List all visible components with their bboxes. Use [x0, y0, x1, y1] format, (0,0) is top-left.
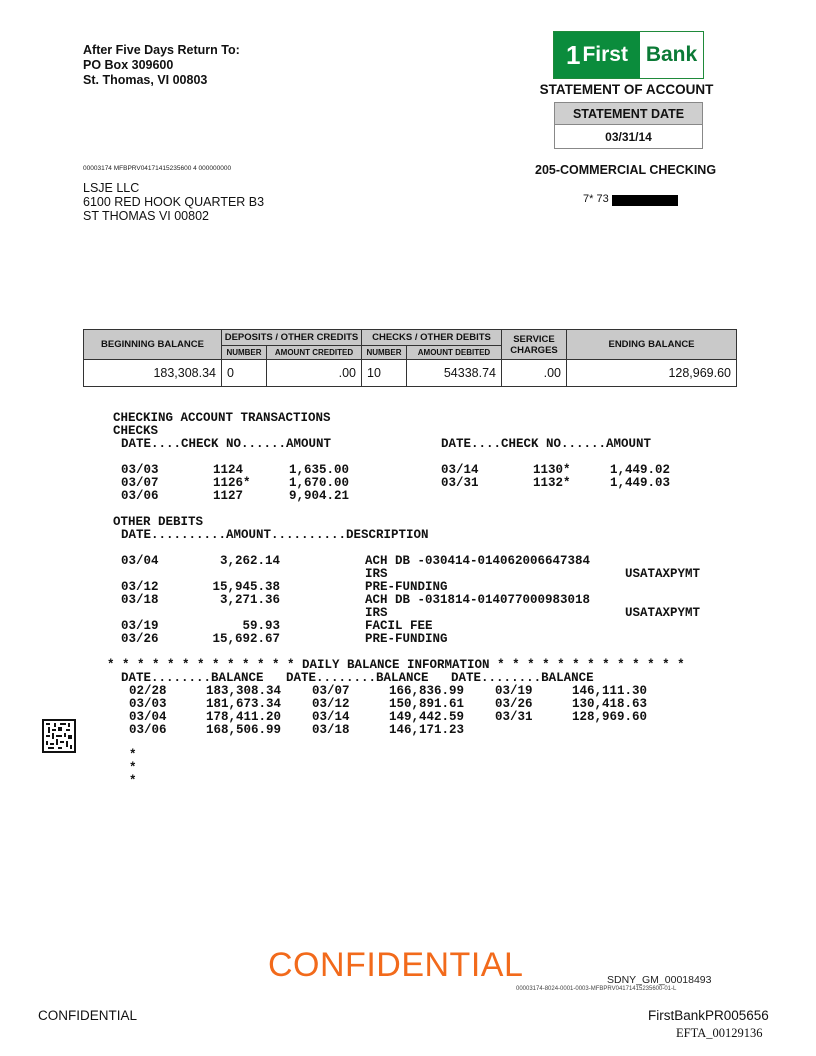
customer-city: ST THOMAS VI 00802 [83, 209, 209, 223]
value-dep-number: 0 [222, 360, 267, 387]
daily-balance-header: DATE........BALANCE DATE........BALANCE DATE........BALANCE [121, 671, 594, 685]
logo-number: 1 [566, 39, 581, 70]
statement-title: STATEMENT OF ACCOUNT [539, 82, 714, 97]
barcode-2d-icon [42, 719, 76, 753]
header-checks: CHECKS / OTHER DEBITS [362, 330, 502, 346]
debit-payee: IRS [365, 567, 388, 581]
efta-number: EFTA_00129136 [676, 1026, 763, 1040]
section-title: CHECKING ACCOUNT TRANSACTIONS [113, 411, 331, 425]
debit-date: 03/12 [121, 580, 159, 594]
confidential-label: CONFIDENTIAL [38, 1008, 138, 1023]
statement-date-box [554, 102, 703, 149]
daily-date: 03/14 [312, 710, 350, 724]
daily-balance: 181,673.34 [205, 697, 281, 711]
check-date: 03/03 [121, 463, 159, 477]
debit-description: PRE-FUNDING [365, 580, 448, 594]
statement-date-value: 03/31/14 [605, 130, 652, 144]
header-chk-number: NUMBER [362, 346, 407, 360]
firstbank-logo [553, 31, 704, 79]
check-date: 03/07 [121, 476, 159, 490]
check-amount: 1,449.03 [609, 476, 670, 490]
debit-date: 03/26 [121, 632, 159, 646]
check-date: 03/14 [441, 463, 479, 477]
value-chk-amount: 54338.74 [407, 360, 502, 387]
check-amount: 9,904.21 [288, 489, 349, 503]
daily-balance: 150,891.61 [388, 697, 464, 711]
daily-balance-title: * * * * * * * * * * * * * DAILY BALANCE INFORMATION * * * * * * * * * * * * * [107, 658, 685, 672]
debit-date: 03/04 [121, 554, 159, 568]
check-date: 03/31 [441, 476, 479, 490]
customer-name: LSJE LLC [83, 181, 140, 195]
header-deposits: DEPOSITS / OTHER CREDITS [222, 330, 362, 346]
header-dep-number: NUMBER [222, 346, 267, 360]
daily-date: 03/31 [495, 710, 533, 724]
header-amount-debited: AMOUNT DEBITED [407, 346, 502, 360]
daily-date: 03/18 [312, 723, 350, 737]
daily-balance: 146,171.23 [388, 723, 464, 737]
trailing-asterisk: * [129, 774, 137, 788]
check-number: 1132* [533, 476, 571, 490]
debit-description: FACIL FEE [365, 619, 433, 633]
daily-balance: 146,111.30 [571, 684, 647, 698]
checks-title: CHECKS [113, 424, 159, 438]
return-line-3: St. Thomas, VI 00803 [83, 73, 208, 87]
check-amount: 1,635.00 [288, 463, 349, 477]
daily-balance: 166,836.99 [388, 684, 464, 698]
daily-balance: 178,411.20 [205, 710, 281, 724]
account-number: 7* 73 [583, 193, 609, 205]
daily-date: 03/07 [312, 684, 350, 698]
daily-date: 03/03 [129, 697, 167, 711]
value-service-charges: .00 [502, 360, 567, 387]
daily-balance: 128,969.60 [571, 710, 647, 724]
debit-amount: 59.93 [242, 619, 280, 633]
debit-tag: USATAXPYMT [624, 606, 700, 620]
check-number: 1126* [213, 476, 251, 490]
sdny-number: SDNY_GM_00018493 [607, 974, 712, 986]
customer-street: 6100 RED HOOK QUARTER B3 [83, 195, 265, 209]
other-debits-title: OTHER DEBITS [113, 515, 204, 529]
confidential-stamp: CONFIDENTIAL [268, 946, 524, 984]
sdny-code: 00003174-8024-0001-0003-MFBPRV04171415235600-01-L [516, 986, 677, 992]
debit-description: ACH DB -031814-014077000983018 [365, 593, 591, 607]
logo-first-text: First [582, 43, 628, 66]
debit-amount: 3,271.36 [219, 593, 280, 607]
debit-payee: IRS [365, 606, 388, 620]
check-date: 03/06 [121, 489, 159, 503]
value-chk-number: 10 [362, 360, 407, 387]
trailing-asterisk: * [129, 748, 137, 762]
checks-header-left: DATE....CHECK NO......AMOUNT [121, 437, 332, 451]
debit-date: 03/18 [121, 593, 159, 607]
daily-balance: 168,506.99 [205, 723, 281, 737]
mail-code: 00003174 MFBPRV04171415235600 4 000000000 [83, 165, 232, 172]
checks-header-right: DATE....CHECK NO......AMOUNT [441, 437, 652, 451]
daily-balance: 149,442.59 [388, 710, 464, 724]
value-beginning-balance: 183,308.34 [84, 360, 222, 387]
check-number: 1127 [213, 489, 244, 503]
bates-number: FirstBankPR005656 [648, 1008, 769, 1023]
daily-date: 03/04 [129, 710, 167, 724]
daily-date: 02/28 [129, 684, 167, 698]
daily-balance: 130,418.63 [571, 697, 647, 711]
check-amount: 1,670.00 [288, 476, 349, 490]
daily-date: 03/26 [495, 697, 533, 711]
daily-date: 03/19 [495, 684, 533, 698]
daily-balance: 183,308.34 [205, 684, 281, 698]
balance-summary-table [83, 329, 737, 387]
debit-description: ACH DB -030414-014062006647384 [365, 554, 591, 568]
debit-amount: 15,945.38 [212, 580, 280, 594]
other-debits-header: DATE..........AMOUNT..........DESCRIPTION [121, 528, 429, 542]
redaction-bar [612, 195, 678, 206]
return-address [83, 43, 240, 88]
value-ending-balance: 128,969.60 [567, 360, 737, 387]
check-amount: 1,449.02 [609, 463, 670, 477]
customer-address [83, 181, 264, 223]
statement-date-label: STATEMENT DATE [555, 103, 702, 125]
check-number: 1130* [533, 463, 571, 477]
debit-amount: 3,262.14 [219, 554, 280, 568]
debit-tag: USATAXPYMT [624, 567, 700, 581]
header-service-charges: SERVICE CHARGES [502, 330, 567, 360]
header-amount-credited: AMOUNT CREDITED [267, 346, 362, 360]
account-type: 205-COMMERCIAL CHECKING [535, 163, 717, 177]
debit-amount: 15,692.67 [212, 632, 280, 646]
trailing-asterisk: * [129, 761, 137, 775]
value-dep-amount: .00 [267, 360, 362, 387]
header-beginning-balance: BEGINNING BALANCE [84, 330, 222, 360]
daily-date: 03/06 [129, 723, 167, 737]
check-number: 1124 [213, 463, 244, 477]
debit-description: PRE-FUNDING [365, 632, 448, 646]
return-line-1: After Five Days Return To: [83, 43, 240, 57]
header-ending-balance: ENDING BALANCE [567, 330, 737, 360]
daily-date: 03/12 [312, 697, 350, 711]
logo-first [554, 32, 640, 78]
debit-date: 03/19 [121, 619, 159, 633]
logo-bank: Bank [640, 32, 703, 78]
return-line-2: PO Box 309600 [83, 58, 174, 72]
